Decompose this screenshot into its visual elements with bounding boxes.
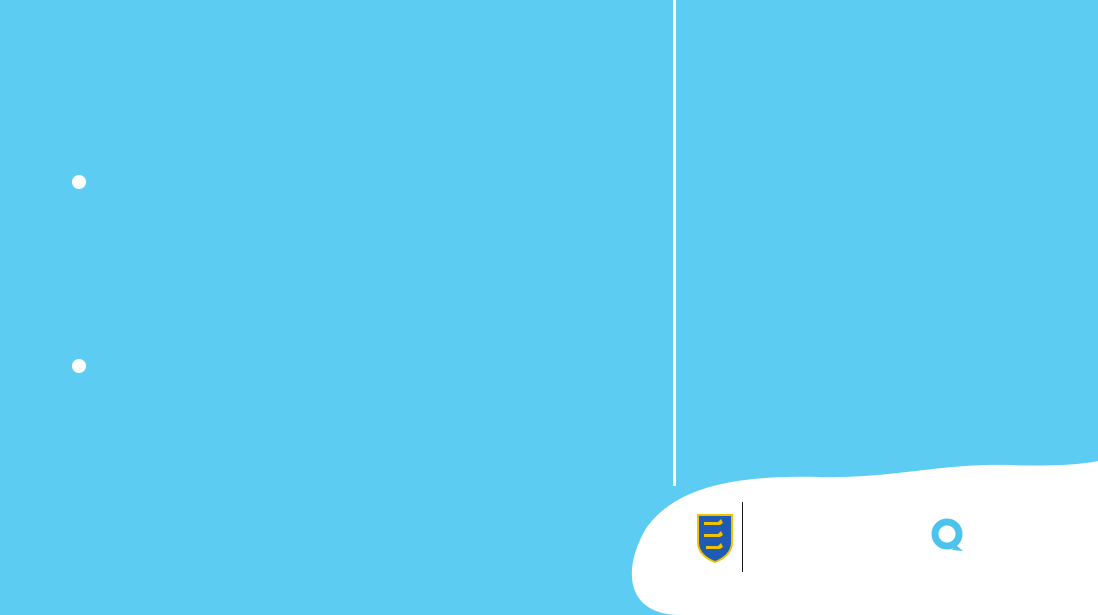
- logo-panel-background: [620, 455, 1098, 615]
- bullet-dot-icon: [72, 175, 86, 189]
- vertical-divider: [673, 0, 676, 486]
- ohvriabi-ring-icon: [930, 517, 964, 551]
- bullet-dot-icon: [72, 359, 86, 373]
- logo-separator: [742, 502, 743, 572]
- contact-info: [680, 117, 1085, 165]
- estonian-coat-of-arms-icon: [695, 512, 735, 564]
